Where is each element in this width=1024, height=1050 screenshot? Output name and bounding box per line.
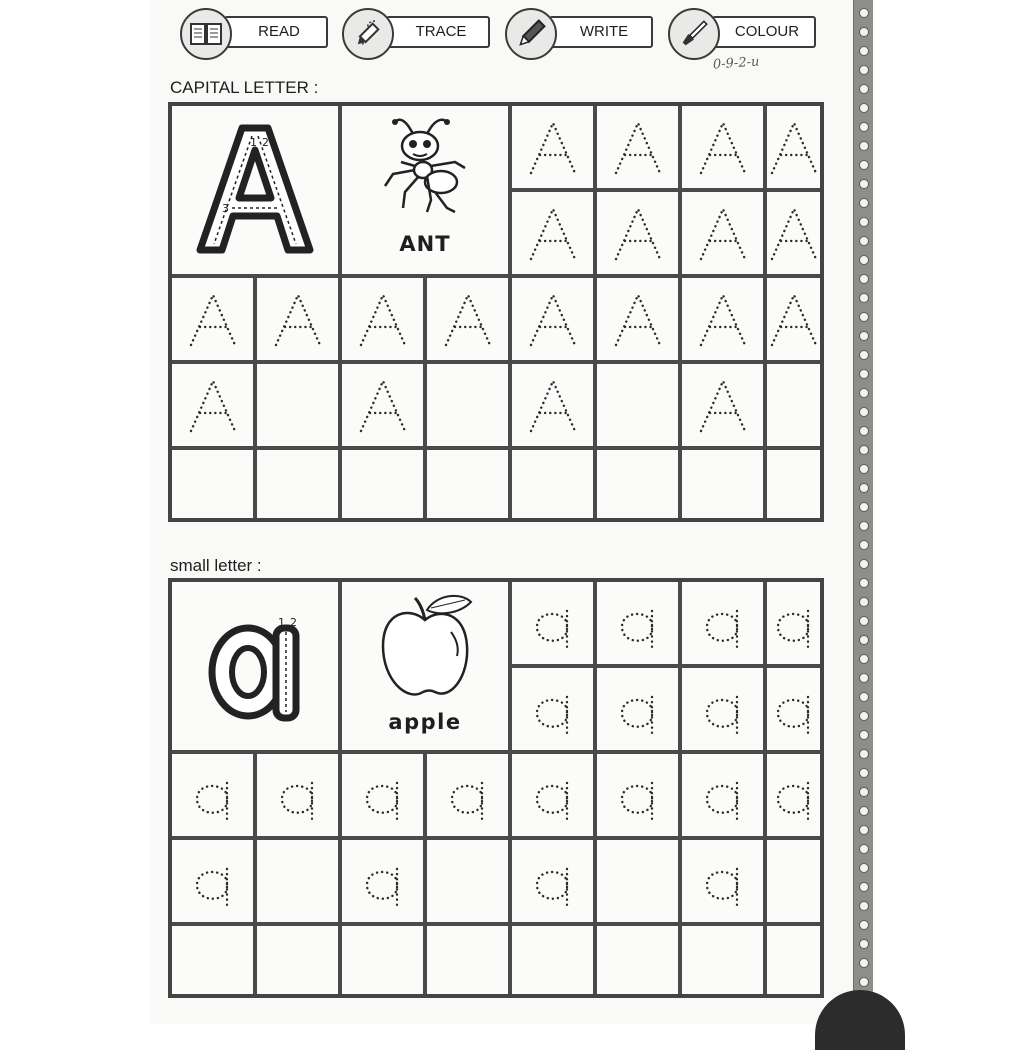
- binding-hole: [859, 711, 869, 721]
- binding-hole: [859, 350, 869, 360]
- small-trace-cell[interactable]: [682, 582, 763, 664]
- small-picture-word: apple: [388, 710, 462, 734]
- small-letter-grid: [168, 578, 824, 998]
- binding-hole: [859, 768, 869, 778]
- binding-hole: [859, 806, 869, 816]
- binding-hole: [859, 445, 869, 455]
- small-trace-cell[interactable]: [597, 754, 678, 836]
- capital-trace-cell[interactable]: [342, 364, 423, 446]
- small-trace-cell[interactable]: [342, 840, 423, 922]
- small-trace-cell[interactable]: [597, 926, 678, 994]
- capital-trace-cell[interactable]: [682, 278, 763, 360]
- binding-hole: [859, 312, 869, 322]
- binding-hole: [859, 863, 869, 873]
- small-trace-cell[interactable]: [682, 926, 763, 994]
- small-trace-cell[interactable]: [682, 668, 763, 750]
- spiral-binding: [853, 0, 873, 1024]
- capital-trace-cell[interactable]: [767, 364, 820, 446]
- capital-trace-cell[interactable]: [597, 450, 678, 518]
- capital-trace-cell[interactable]: [597, 192, 678, 274]
- binding-hole: [859, 255, 869, 265]
- binding-hole: [859, 8, 869, 18]
- capital-trace-cell[interactable]: [512, 364, 593, 446]
- capital-picture-cell: [342, 106, 508, 274]
- handwritten-note: 0-9-2-u: [712, 54, 760, 73]
- binding-hole: [859, 502, 869, 512]
- binding-hole: [859, 65, 869, 75]
- svg-text:2: 2: [262, 136, 269, 149]
- small-trace-cell[interactable]: [172, 840, 253, 922]
- binding-hole: [859, 426, 869, 436]
- binding-hole: [859, 673, 869, 683]
- binding-hole: [859, 521, 869, 531]
- capital-trace-cell[interactable]: [512, 192, 593, 274]
- small-trace-cell[interactable]: [767, 668, 820, 750]
- write-label: WRITE: [549, 16, 653, 48]
- ant-icon: [375, 112, 475, 222]
- colour-label: COLOUR: [712, 16, 816, 48]
- binding-hole: [859, 692, 869, 702]
- binding-hole: [859, 901, 869, 911]
- binding-hole: [859, 293, 869, 303]
- small-picture-cell: [342, 582, 508, 750]
- binding-hole: [859, 825, 869, 835]
- svg-text:2: 2: [290, 616, 297, 629]
- apple-icon: [375, 588, 475, 706]
- small-trace-cell[interactable]: [597, 840, 678, 922]
- small-trace-cell[interactable]: [597, 582, 678, 664]
- capital-trace-cell[interactable]: [257, 364, 338, 446]
- small-model-letter-cell: [172, 582, 338, 750]
- small-trace-cell[interactable]: [257, 840, 338, 922]
- capital-letter-label: CAPITAL LETTER :: [170, 78, 319, 97]
- capital-trace-cell[interactable]: [767, 106, 820, 188]
- capital-trace-cell[interactable]: [512, 278, 593, 360]
- binding-hole: [859, 179, 869, 189]
- capital-trace-cell[interactable]: [257, 450, 338, 518]
- binding-hole: [859, 388, 869, 398]
- binding-hole: [859, 27, 869, 37]
- small-trace-cell[interactable]: [257, 754, 338, 836]
- binding-hole: [859, 198, 869, 208]
- capital-trace-cell[interactable]: [767, 278, 820, 360]
- capital-trace-cell[interactable]: [427, 450, 508, 518]
- book-icon: [180, 8, 232, 60]
- binding-hole: [859, 160, 869, 170]
- small-letter-label: small letter :: [170, 556, 262, 575]
- capital-trace-cell[interactable]: [172, 364, 253, 446]
- trace-label: TRACE: [386, 16, 490, 48]
- capital-trace-cell[interactable]: [682, 450, 763, 518]
- small-trace-cell[interactable]: [512, 582, 593, 664]
- small-trace-cell[interactable]: [682, 840, 763, 922]
- paintbrush-icon: [668, 8, 720, 60]
- binding-hole: [859, 122, 869, 132]
- binding-hole: [859, 46, 869, 56]
- capital-trace-cell[interactable]: [682, 192, 763, 274]
- binding-hole: [859, 236, 869, 246]
- small-trace-cell[interactable]: [427, 840, 508, 922]
- capital-trace-cell[interactable]: [512, 106, 593, 188]
- binding-hole: [859, 274, 869, 284]
- binding-hole: [859, 958, 869, 968]
- capital-trace-cell[interactable]: [767, 192, 820, 274]
- small-trace-cell[interactable]: [342, 754, 423, 836]
- binding-hole: [859, 749, 869, 759]
- binding-hole: [859, 578, 869, 588]
- binding-hole: [859, 331, 869, 341]
- binding-hole: [859, 730, 869, 740]
- binding-hole: [859, 407, 869, 417]
- capital-trace-cell[interactable]: [597, 278, 678, 360]
- binding-hole: [859, 464, 869, 474]
- capital-trace-cell[interactable]: [427, 364, 508, 446]
- small-trace-cell[interactable]: [427, 926, 508, 994]
- binding-hole: [859, 597, 869, 607]
- capital-trace-cell[interactable]: [597, 106, 678, 188]
- binding-hole: [859, 103, 869, 113]
- small-trace-cell[interactable]: [682, 754, 763, 836]
- small-trace-cell[interactable]: [172, 754, 253, 836]
- capital-letter-grid: [168, 102, 824, 522]
- capital-trace-cell[interactable]: [427, 278, 508, 360]
- capital-trace-cell[interactable]: [597, 364, 678, 446]
- capital-trace-cell[interactable]: [172, 278, 253, 360]
- binding-hole: [859, 882, 869, 892]
- small-trace-cell[interactable]: [342, 926, 423, 994]
- binding-hole: [859, 977, 869, 987]
- binding-hole: [859, 540, 869, 550]
- binding-hole: [859, 616, 869, 626]
- capital-picture-word: ANT: [399, 232, 451, 256]
- binding-hole: [859, 483, 869, 493]
- pencil-trace-icon: [342, 8, 394, 60]
- capital-trace-cell[interactable]: [682, 364, 763, 446]
- binding-hole: [859, 141, 869, 151]
- small-trace-cell[interactable]: [257, 926, 338, 994]
- small-trace-cell[interactable]: [767, 582, 820, 664]
- binding-hole: [859, 559, 869, 569]
- capital-trace-cell[interactable]: [512, 450, 593, 518]
- small-trace-cell[interactable]: [767, 754, 820, 836]
- small-trace-cell[interactable]: [512, 926, 593, 994]
- binding-hole: [859, 84, 869, 94]
- svg-text:1: 1: [250, 136, 257, 149]
- read-label: READ: [224, 16, 328, 48]
- binding-hole: [859, 920, 869, 930]
- binding-hole: [859, 939, 869, 949]
- binding-hole: [859, 369, 869, 379]
- capital-model-letter-cell: [172, 106, 338, 274]
- binding-hole: [859, 635, 869, 645]
- capital-trace-cell[interactable]: [342, 450, 423, 518]
- small-trace-cell[interactable]: [512, 840, 593, 922]
- small-trace-cell[interactable]: [512, 668, 593, 750]
- svg-text:3: 3: [222, 202, 229, 215]
- small-trace-cell[interactable]: [767, 926, 820, 994]
- small-trace-cell[interactable]: [427, 754, 508, 836]
- small-trace-cell[interactable]: [767, 840, 820, 922]
- svg-text:1: 1: [278, 616, 285, 629]
- small-trace-cell[interactable]: [172, 926, 253, 994]
- binding-hole: [859, 844, 869, 854]
- capital-trace-cell[interactable]: [767, 450, 820, 518]
- binding-hole: [859, 217, 869, 227]
- capital-trace-cell[interactable]: [257, 278, 338, 360]
- binding-hole: [859, 787, 869, 797]
- capital-trace-cell[interactable]: [682, 106, 763, 188]
- capital-trace-cell[interactable]: [342, 278, 423, 360]
- capital-trace-cell[interactable]: [172, 450, 253, 518]
- pencil-icon: [505, 8, 557, 60]
- small-trace-cell[interactable]: [597, 668, 678, 750]
- binding-hole: [859, 654, 869, 664]
- small-trace-cell[interactable]: [512, 754, 593, 836]
